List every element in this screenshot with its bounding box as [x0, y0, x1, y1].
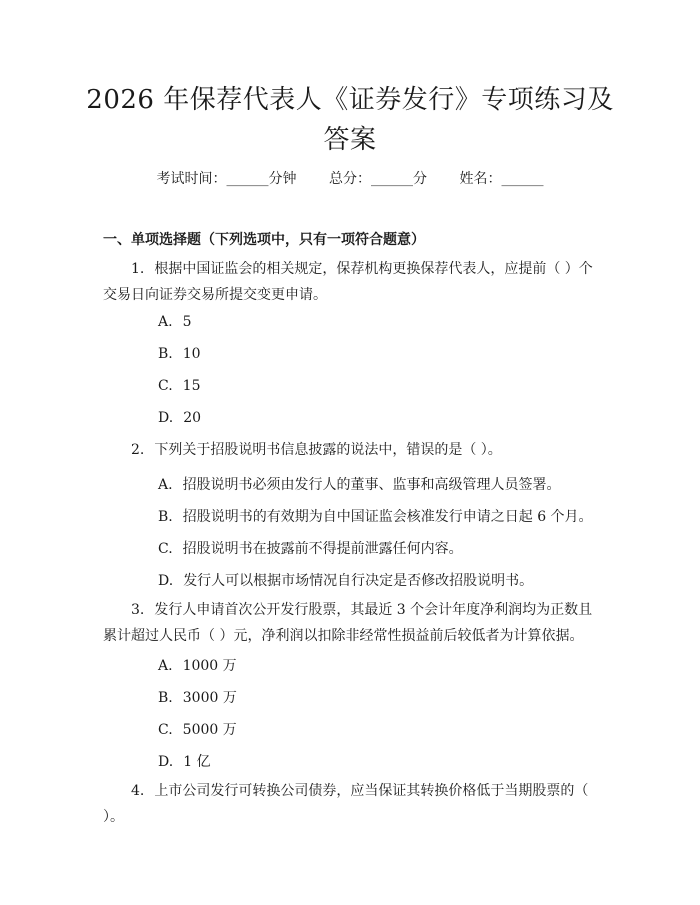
option-label: D. [158, 410, 174, 426]
option-label: B. [158, 509, 173, 525]
question-1 [103, 256, 600, 308]
option-1a [158, 314, 191, 330]
option-label: A. [158, 477, 173, 493]
question-number: 3. [131, 602, 145, 618]
option-text: 招股说明书的有效期为自中国证监会核准发行申请之日起 6 个月。 [182, 509, 593, 525]
option-label: B. [158, 690, 173, 706]
option-text: 5000 万 [182, 722, 237, 738]
option-3b [158, 687, 237, 707]
name-field: 姓名：______ [459, 171, 544, 187]
option-label: C. [158, 541, 173, 557]
option-text: 10 [182, 346, 201, 362]
option-2d [158, 570, 533, 590]
option-label: C. [158, 722, 173, 738]
question-number: 1. [131, 261, 145, 277]
option-text: 1000 万 [182, 658, 237, 674]
option-2a [158, 474, 561, 494]
question-number: 2. [131, 442, 145, 458]
question-text: 发行人申请首次公开发行股票，其最近 3 个会计年度净利润均为正数且累计超过人民币（ ）元，净利润以扣除非经常性损益前后较低者为计算依据。 [103, 602, 593, 644]
question-number: 4. [131, 783, 145, 799]
option-text: 5 [182, 314, 192, 330]
option-text: 招股说明书必须由发行人的董事、监事和高级管理人员签署。 [182, 477, 561, 493]
option-label: A. [158, 314, 173, 330]
option-text: 招股说明书在披露前不得提前泄露任何内容。 [182, 541, 463, 557]
option-3c [158, 719, 237, 739]
total-score: 总分：______分 [329, 171, 427, 187]
exam-time: 考试时间：______分钟 [156, 171, 297, 187]
question-text: 根据中国证监会的相关规定，保荐机构更换保荐代表人，应提前（ ）个交易日向证券交易所提交变更申请。 [103, 261, 593, 303]
question-3 [103, 597, 600, 649]
option-text: 20 [183, 410, 202, 426]
question-text: 下列关于招股说明书信息披露的说法中，错误的是（ ）。 [154, 442, 502, 458]
option-text: 15 [182, 378, 201, 394]
option-label: B. [158, 346, 173, 362]
question-2 [103, 437, 600, 463]
exam-meta [0, 168, 700, 188]
title-line-1: 2026 年保荐代表人《证券发行》专项练习及 [86, 85, 614, 115]
question-4 [103, 778, 600, 830]
option-text: 3000 万 [182, 690, 237, 706]
option-1c [158, 378, 201, 394]
title-line-2: 答案 [323, 125, 377, 155]
option-text: 1 亿 [183, 754, 211, 770]
option-1d [158, 410, 201, 426]
option-3d [158, 751, 211, 771]
option-2b [158, 506, 593, 526]
document-title [60, 80, 640, 160]
question-text: 上市公司发行可转换公司债券，应当保证其转换价格低于当期股票的（ ）。 [103, 783, 589, 825]
option-1b [158, 346, 201, 362]
option-label: D. [158, 754, 174, 770]
option-label: D. [158, 573, 174, 589]
option-label: C. [158, 378, 173, 394]
section-heading: 一、单项选择题（下列选项中，只有一项符合题意） [103, 232, 425, 248]
option-2c [158, 538, 463, 558]
option-label: A. [158, 658, 173, 674]
option-3a [158, 655, 237, 675]
option-text: 发行人可以根据市场情况自行决定是否修改招股说明书。 [183, 573, 534, 589]
